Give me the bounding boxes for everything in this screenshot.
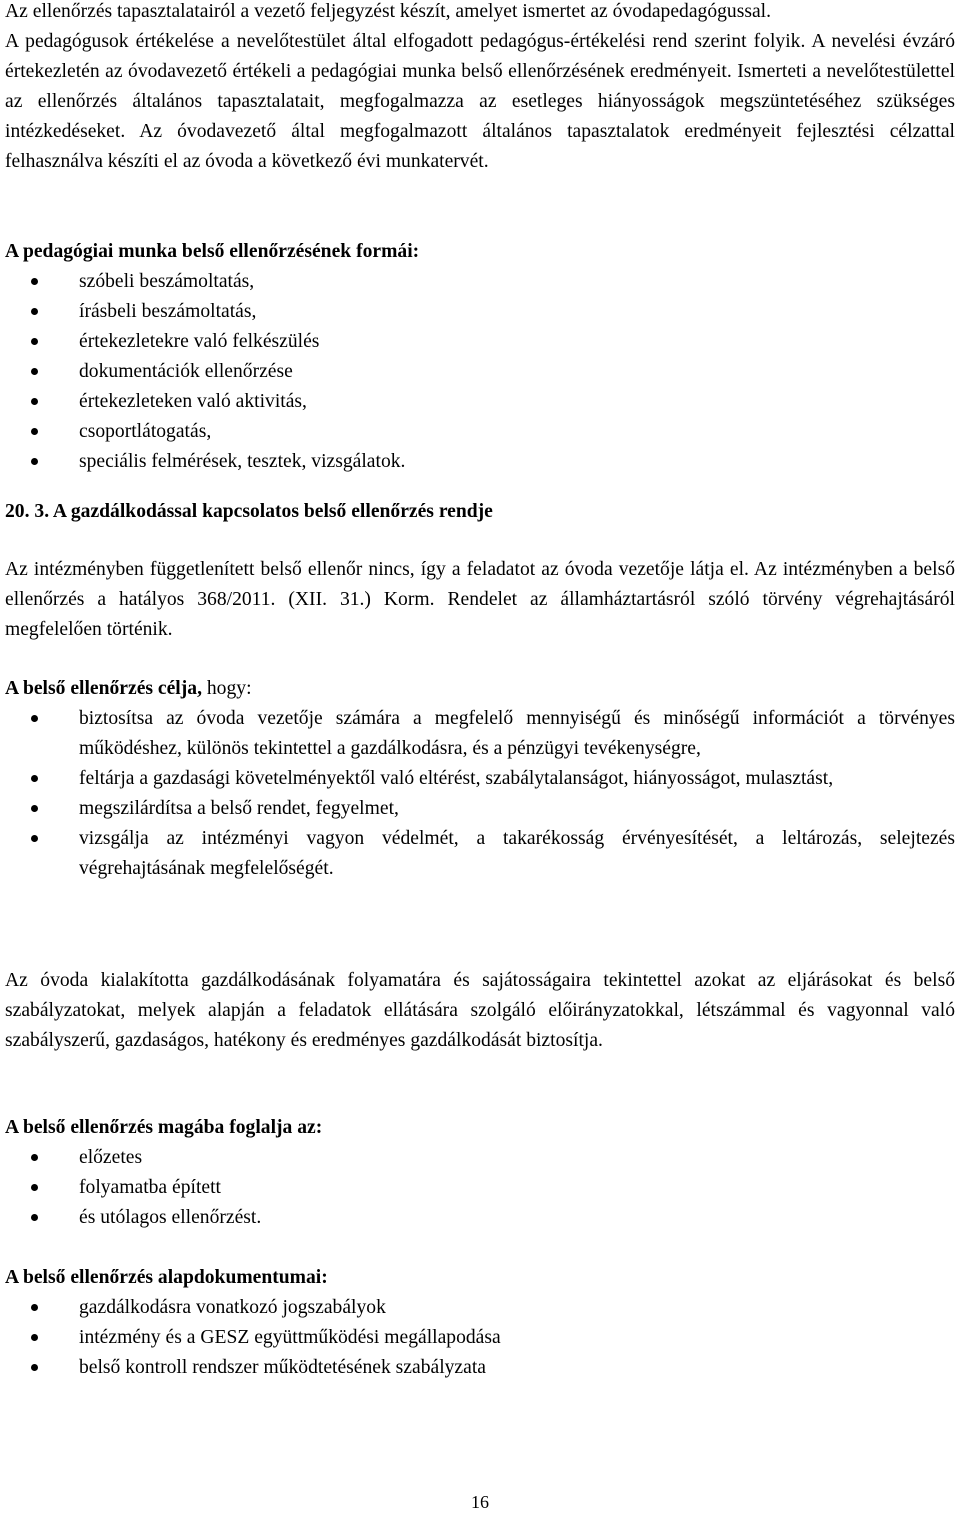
intro-paragraph-1: Az ellenőrzés tapasztalatairól a vezető feljegyzést készít, amelyet ismertet az óvodapedagógussal. bbox=[5, 1, 771, 22]
list-item: gazdálkodásra vonatkozó jogszabályok bbox=[5, 1293, 955, 1323]
page-number: 16 bbox=[471, 1492, 489, 1512]
list-item: folyamatba épített bbox=[5, 1173, 955, 1203]
goal-list bbox=[5, 704, 955, 884]
documents-section bbox=[5, 1263, 955, 1383]
list-item: értekezleteken való aktivitás, bbox=[5, 387, 955, 417]
list-item: intézmény és a GESZ együttműködési megállapodása bbox=[5, 1323, 955, 1353]
documents-list bbox=[5, 1293, 955, 1383]
list-item: csoportlátogatás, bbox=[5, 417, 955, 447]
goal-heading-rest: hogy: bbox=[201, 678, 252, 699]
list-item: dokumentációk ellenőrzése bbox=[5, 357, 955, 387]
list-item: speciális felmérések, tesztek, vizsgálatok. bbox=[5, 447, 955, 477]
list-item: írásbeli beszámoltatás, bbox=[5, 297, 955, 327]
forms-section bbox=[5, 237, 955, 477]
list-item: biztosítsa az óvoda vezetője számára a megfelelő mennyiségű és minőségű információt a törvényes működéshez, különös tekintettel a gazdálkodásra, és a pénzügyi tevékenységre, bbox=[5, 704, 955, 764]
forms-heading: A pedagógiai munka belső ellenőrzésének formái: bbox=[5, 241, 420, 262]
list-item: feltárja a gazdasági követelményektől való eltérést, szabálytalanságot, hiányosságot, mulasztást, bbox=[5, 764, 955, 794]
list-item: megszilárdítsa a belső rendet, fegyelmet, bbox=[5, 794, 955, 824]
list-item: előzetes bbox=[5, 1143, 955, 1173]
section-paragraph: Az intézményben függetlenített belső ellenőr nincs, így a feladatot az óvoda vezetője látja el. Az intézményben a belső ellenőrzés a hatályos 368/2011. (XII. 31.) Korm. Rendelet az államháztartásról szóló törvény végrehajtásáról megfelelően történik. bbox=[5, 559, 955, 640]
goal-section bbox=[5, 674, 955, 884]
list-item: és utólagos ellenőrzést. bbox=[5, 1203, 955, 1233]
list-item: belső kontroll rendszer működtetésének szabályzata bbox=[5, 1353, 955, 1383]
procedure-block bbox=[5, 966, 955, 1056]
list-item: szóbeli beszámoltatás, bbox=[5, 267, 955, 297]
includes-heading: A belső ellenőrzés magába foglalja az: bbox=[5, 1117, 323, 1138]
list-item: vizsgálja az intézményi vagyon védelmét, a takarékosság érvényesítését, a leltározás, selejtezés végrehajtásának megfelelőségét. bbox=[5, 824, 955, 884]
goal-heading-bold: A belső ellenőrzés célja, bbox=[5, 678, 202, 699]
forms-list bbox=[5, 267, 955, 477]
list-item: értekezletekre való felkészülés bbox=[5, 327, 955, 357]
includes-list bbox=[5, 1143, 955, 1233]
goal-heading bbox=[5, 674, 955, 704]
section-paragraph-block bbox=[5, 555, 955, 645]
section-heading-block bbox=[5, 497, 955, 527]
includes-section bbox=[5, 1113, 955, 1233]
procedure-paragraph: Az óvoda kialakította gazdálkodásának folyamatára és sajátosságaira tekintettel azokat az eljárásokat és belső szabályzatokat, melyek alapján a feladatok ellátására szolgáló előirányzatokkal, létszámmal és vagyonnal való szabályszerű, gazdaságos, hatékony és eredményes gazdálkodását biztosítja. bbox=[5, 970, 955, 1051]
intro-section bbox=[5, 0, 955, 177]
documents-heading: A belső ellenőrzés alapdokumentumai: bbox=[5, 1267, 328, 1288]
section-heading: 20. 3. A gazdálkodással kapcsolatos belső ellenőrzés rendje bbox=[5, 501, 493, 522]
intro-paragraph-2: A pedagógusok értékelése a nevelőtestület által elfogadott pedagógus-értékelési rend szerint folyik. A nevelési évzáró értekezletén az óvodavezető értékeli a pedagógiai munka belső ellenőrzésének eredményeit. Ismerteti a nevelőtestülettel az ellenőrzés általános tapasztalatait, megfogalmazza az esetleges hiányosságok megszüntetéséhez szükséges intézkedéseket. Az óvodavezető által megfogalmazott általános tapasztalatok eredményeit fejlesztési célzattal felhasználva készíti el az óvoda a következő évi munkatervét. bbox=[5, 31, 955, 172]
